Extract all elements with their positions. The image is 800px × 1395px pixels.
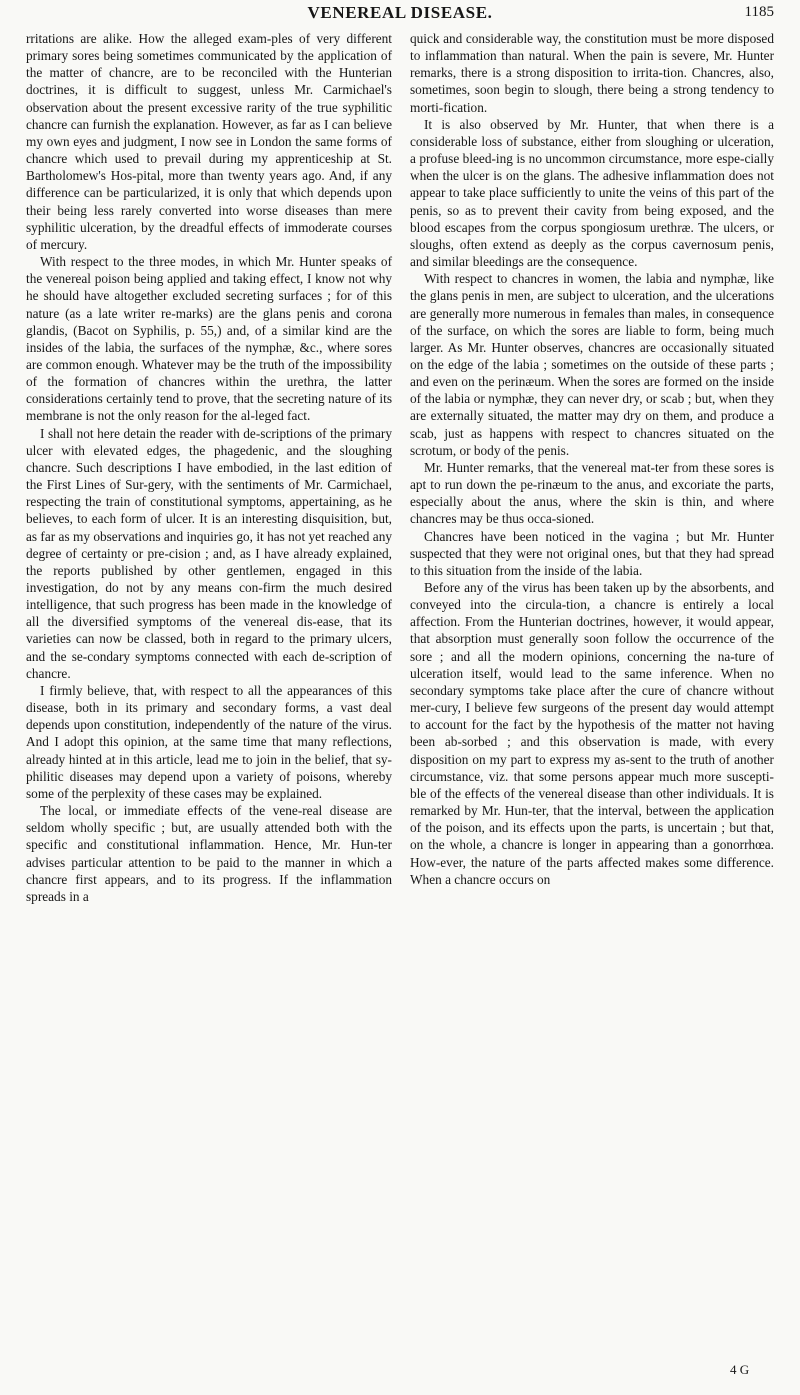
paragraph: rritations are alike. How the alleged exam-ples of very different primary sores being sometimes communicated by the application of the matter of chancre, are to be reconciled with the Hunterian doctrines, it is difficult to suggest, unless Mr. Carmichael's observation about the present excessive rarity of the true syphilitic chancre can furnish the explanation. However, as far as I can believe my own eyes and judgment, I now see in London the same forms of chancre which used to prevail during my apprenticeship at St. Bartholomew's Hos-pital, more than twenty years ago. And, if any difference can be particularized, it is only that which depends upon their being less rarely converted into worse diseases than mere syphilitic ulceration, by the dreadful effects of immoderate courses of mercury. — [26, 31, 392, 252]
paragraph: Mr. Hunter remarks, that the venereal mat-ter from these sores is apt to run down the pe-rinæum to the anus, and excoriate the parts, especially about the anus, where the skin is thin, and where chancres may be thus occa-sioned. — [410, 459, 774, 527]
paragraph: With respect to the three modes, in which Mr. Hunter speaks of the venereal poison being applied and taking effect, I know not why he should have altogether excluded secreting surfaces ; for of this nature (as a late writer re-marks) are the glans penis and corona glandis, (Bacot on Syphilis, p. 55,) and, of a similar kind are the insides of the labia, the surfaces of the nymphæ, &c., where sores are common enough. Whatever may be the truth of the impossibility of the formation of chancres within the urethra, the latter considerations certainly tend to prove, that the secreting nature of its membrane is not the only reason for the al-leged fact. — [26, 254, 392, 424]
paragraph: The local, or immediate effects of the vene-real disease are seldom wholly specific ; but, are usually attended both with the specific and constitutional inflammation. Hence, Mr. Hun-ter advises particular attention to be paid to the manner in which a chancre first appears, and to its progress. If the inflammation spreads in a — [26, 803, 392, 904]
running-title: VENEREAL DISEASE. — [307, 3, 493, 22]
paragraph: Before any of the virus has been taken up by the absorbents, and conveyed into the circula-tion, a chancre is entirely a local affection. From the Hunterian doctrines, however, it would appear, that absorption must generally soon follow the occurrence of the sore ; and all the modern opinions, concerning the na-ture of ulceration itself, would lead to the same inference. When no secondary symptoms take place after the cure of chancre without mer-cury, I believe few surgeons of the present day would attempt to account for the fact by the hypothesis of the matter not having been ab-sorbed ; and this observation is made, with every disposition on my part to express my as-sent to the truth of another circumstance, viz. that some persons appear much more suscepti-ble of the effects of the venereal disease than other individuals. It is remarked by Mr. Hun-ter, that the interval, between the application of the poison, and its effects upon the parts, is uncertain ; but that, on the whole, a chancre is longer in appearing than a gonorrhœa. How-ever, the nature of the parts affected makes some difference. When a chancre occurs on — [410, 580, 774, 887]
left-column — [26, 30, 392, 905]
paragraph: I shall not here detain the reader with de-scriptions of the primary ulcer with elevated edges, the phagedenic, and the sloughing chancre. Such descriptions I have embodied, in the last edition of the First Lines of Sur-gery, with the sentiments of Mr. Carmichael, respecting the train of constitutional symptoms, appertaining, as he believes, to each form of ulcer. It is an interesting disquisition, but, as far as my observations and inquiries go, it has not yet reached any degree of certainty or pre-cision ; and, as I have already explained, the reports published by other gentlemen, engaged in this investigation, do not by any means con-firm the much desired intelligence, that such progress has been made in the knowledge of all the diversified symptoms of the venereal dis-ease, that its varieties can now be classed, both in regard to the primary ulcers, and the se-condary symptoms connected with each de-scription of chancre. — [26, 425, 392, 681]
paragraph: Chancres have been noticed in the vagina ; but Mr. Hunter suspected that they were not original ones, but that they had spread to this situation from the inside of the labia. — [410, 528, 774, 578]
paragraph: It is also observed by Mr. Hunter, that when there is a considerable loss of substance, either from sloughing or ulceration, a profuse bleed-ing is no uncommon circumstance, more espe-cially when the ulcer is on the glans. The adhesive inflammation does not appear to take place sufficiently to unite the veins of this part of the penis, so as to prevent their cavity from being exposed, and the blood escapes from the corpus spongiosum urethræ. The ulcers, or sloughs, often extend as deeply as the corpus cavernosum penis, and similar bleedings are the consequence. — [410, 116, 774, 270]
right-column — [410, 30, 774, 888]
page-header — [0, 0, 800, 26]
paragraph: I firmly believe, that, with respect to all the appearances of this disease, both in its primary and secondary forms, a vast deal depends upon constitution, independently of the nature of the virus. And I adopt this opinion, at the same time that many reflections, already hinted at in this article, lead me to join in the belief, that sy-philitic diseases may depend upon a variety of poisons, whereby some of the perplexity of these cases may be explained. — [26, 682, 392, 801]
signature-mark: 4 G — [730, 1362, 750, 1377]
paragraph: quick and considerable way, the constitution must be more disposed to inflammation than natural. When the pain is severe, Mr. Hunter remarks, there is a strong disposition to irrita-tion. Chancres, also, sometimes, soon begin to slough, there being a strong tendency to morti-fication. — [410, 31, 774, 115]
page-number: 1185 — [744, 4, 774, 20]
paragraph: With respect to chancres in women, the labia and nymphæ, like the glans penis in men, are subject to ulceration, and the ulcerations are generally more numerous in females than males, in consequence of the surface, on which the sores are liable to form, being much larger. As Mr. Hunter observes, chancres are occasionally situated on the edge of the labia ; sometimes on the outside of these parts ; and even on the perinæum. When the sores are formed on the inside of the labia or nymphæ, they can never dry, or scab ; but, when they are externally situated, the matter may dry on them, and produce a scab, just as happens with respect to chancres situated on the scrotum, or body of the penis. — [410, 271, 774, 458]
